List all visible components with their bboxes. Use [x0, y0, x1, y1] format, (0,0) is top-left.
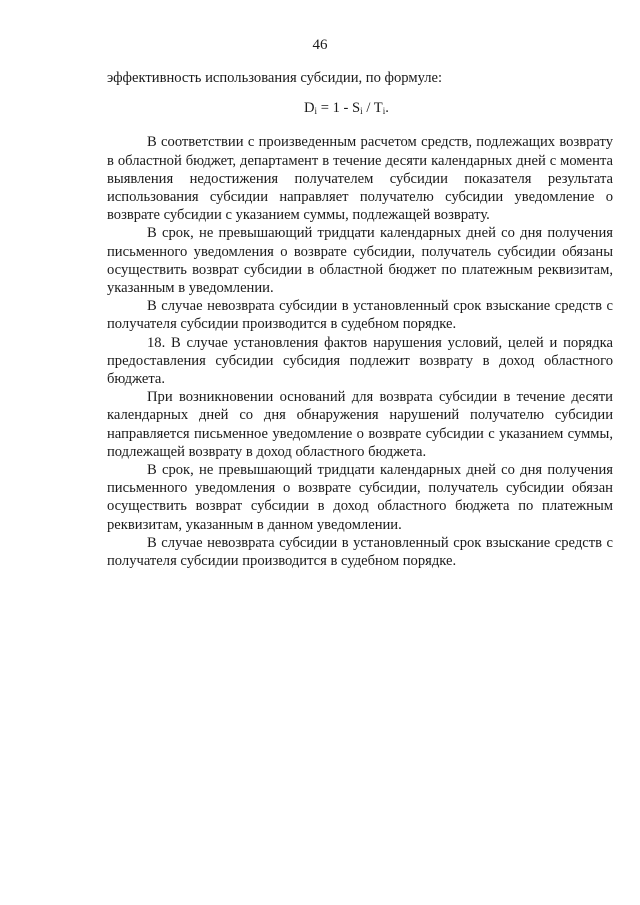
paragraph: В срок, не превышающий тридцати календарных дней со дня получения письменного уведомления о возврате субсидии, получатель субсидии обязаны осуществить возврат субсидии в областной бюджет по платежным реквизитам, указанным в уведомлении.	[107, 225, 613, 297]
formula-div-t: / T	[362, 100, 383, 117]
paragraph: В соответствии с произведенным расчетом средств, подлежащих возврату в областной бюджет, департамент в течение десяти календарных дней с момента выявления недостижения получателем субсидии показателя результата использования субсидии направляет получателю субсидии уведомление о возврате субсидии с указанием суммы, подлежащей возврату.	[107, 134, 613, 224]
document-body	[107, 69, 613, 570]
intro-line: эффективность использования субсидии, по формуле:	[107, 70, 443, 86]
formula	[107, 99, 613, 120]
formula-minus-s: = 1 - S	[317, 100, 361, 117]
formula-end: .	[385, 100, 389, 117]
formula-d-subscript: i	[314, 106, 318, 117]
formula-s-subscript: i	[360, 106, 363, 117]
paragraph-item-18: 18. В случае установления фактов нарушения условий, целей и порядка предоставления субсидии субсидия подлежит возврату в доход областного бюджета.	[107, 334, 613, 388]
formula-d: D	[304, 100, 315, 117]
paragraph: В случае невозврата субсидии в установленный срок взыскание средств с получателя субсидии производится в судебном порядке.	[107, 534, 613, 570]
paragraph: При возникновении оснований для возврата субсидии в течение десяти календарных дней со дня обнаружения нарушений получателю субсидии направляется письменное уведомление о возврате субсидии с указанием суммы, подлежащей возврату в доход областного бюджета.	[107, 389, 613, 460]
paragraph: В срок, не превышающий тридцати календарных дней со дня получения письменного уведомления о возврате субсидии, получатель субсидии обязан осуществить возврат субсидии в доход областного бюджета по платежным реквизитам, указанным в данном уведомлении.	[107, 462, 613, 533]
formula-t-subscript: i	[382, 106, 386, 117]
page-number: 46	[312, 37, 328, 53]
paragraph: В случае невозврата субсидии в установленный срок взыскание средств с получателя субсидии производится в судебном порядке.	[107, 298, 613, 333]
